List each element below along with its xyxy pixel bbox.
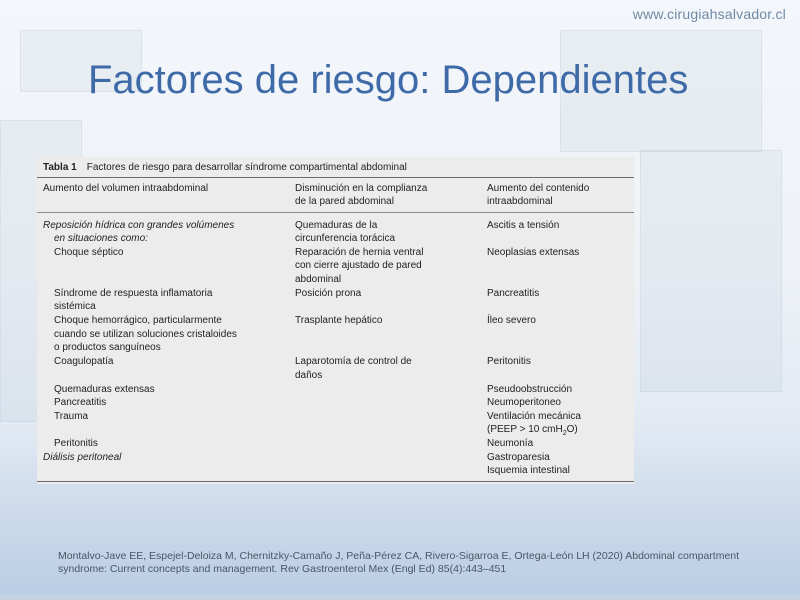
table-cell: Trauma [54, 411, 89, 422]
table-cell: Choque séptico [54, 247, 124, 258]
table-cell: cuando se utilizan soluciones cristaloides [54, 329, 237, 340]
table-cell: Posición prona [295, 288, 362, 299]
column-header-2: Disminución en la complianza de la pared abdominal [295, 183, 428, 207]
table-cell: Gastroparesia [487, 452, 550, 463]
table-cell: o productos sanguíneos [54, 342, 161, 353]
watermark-url: www.cirugiahsalvador.cl [632, 6, 786, 22]
table-cell: Isquemia intestinal [487, 465, 570, 476]
table-cell: Reparación de hernia ventral [295, 247, 424, 258]
slide-title: Factores de riesgo: Dependientes [88, 58, 689, 102]
table-caption-number: Tabla 1 [43, 162, 77, 173]
table-cell: Trasplante hepático [295, 315, 383, 326]
table-cell: Diálisis peritoneal [43, 452, 122, 463]
table-cell: Peritonitis [54, 438, 98, 449]
table-cell: Quemaduras de la [295, 220, 378, 231]
table-cell: Neumonía [487, 438, 534, 449]
table-caption-text: Factores de riesgo para desarrollar síndrome compartimental abdominal [86, 162, 407, 173]
citation-line-2: syndrome: Current concepts and management. Rev Gastroenterol Mex (Engl Ed) 85(4):443–451 [58, 563, 507, 575]
table-cell: en situaciones como: [54, 233, 148, 244]
table-cell: Coagulopatía [54, 356, 114, 367]
table-cell-peep: (PEEP > 10 cmH$_2$O) [487, 424, 578, 437]
table-cell: con cierre ajustado de pared [295, 260, 422, 271]
column-header-3: Aumento del contenido intraabdominal [487, 183, 590, 207]
table-cell: sistémica [54, 301, 96, 312]
table-cell: Peritonitis [487, 356, 531, 367]
table-cell: Reposición hídrica con grandes volúmenes [43, 220, 235, 231]
table-caption [43, 162, 407, 173]
citation-line-1: Montalvo-Jave EE, Espejel-Deloiza M, Chernitzky-Camaño J, Peña-Pérez CA, Rivero-Sigarroa E, Ortega-León LH (2020) Abdominal compartment [58, 550, 740, 562]
table-cell: Laparotomía de control de [295, 356, 412, 367]
table-cell: Neumoperitoneo [487, 397, 561, 408]
table-cell: circunferencia torácica [295, 233, 396, 244]
table-cell: Pancreatitis [54, 397, 107, 408]
table-cell: Quemaduras extensas [54, 384, 155, 395]
table-cell: Pancreatitis [487, 288, 540, 299]
table-cell: abdominal [295, 274, 342, 285]
table-bottom-rule [37, 481, 634, 482]
table-header-rule [37, 212, 634, 213]
table-top-rule [37, 177, 634, 178]
table-cell: Ventilación mecánica [487, 411, 581, 422]
bottom-band [0, 594, 800, 600]
table-cell: Ascitis a tensión [487, 220, 560, 231]
table-cell: Choque hemorrágico, particularmente [54, 315, 222, 326]
citation-reference [58, 550, 778, 576]
table-cell: Íleo severo [487, 315, 536, 326]
risk-factors-table [37, 157, 634, 484]
table-cell: Neoplasias extensas [487, 247, 580, 258]
table-cell: Síndrome de respuesta inflamatoria [54, 288, 213, 299]
table-cell: daños [295, 370, 323, 381]
column-header-1: Aumento del volumen intraabdominal [43, 183, 209, 194]
table-cell: Pseudoobstrucción [487, 384, 573, 395]
